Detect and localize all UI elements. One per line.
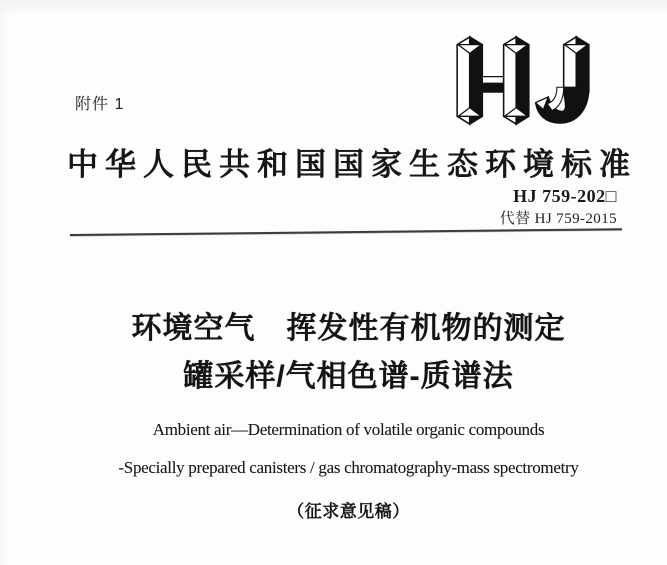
title-en-line-1: Ambient air—Determination of volatile organic compounds <box>152 420 545 439</box>
hj-logo-graphic <box>452 34 594 126</box>
draft-status-label: （征求意见稿） <box>287 502 410 521</box>
replaces-note: 代替 HJ 759-2015 <box>499 211 617 228</box>
hj-3d-logo <box>452 34 594 126</box>
title-en-line-2: -Specially prepared canisters / gas chromatography-mass spectrometry <box>118 458 579 477</box>
title-cn-line-2: 罐采样/气相色谱-质谱法 <box>183 360 514 393</box>
standard-number: HJ 759-202□ <box>513 186 617 206</box>
header-divider-rule <box>70 228 622 236</box>
standard-number-block <box>500 186 617 229</box>
title-cn-line-1: 环境空气 挥发性有机物的测定 <box>131 312 566 345</box>
attachment-label: 附件 1 <box>75 96 125 113</box>
national-standard-heading: 中华人民共和国国家生态环境标准 <box>67 147 637 182</box>
document-title-chinese <box>30 305 667 401</box>
